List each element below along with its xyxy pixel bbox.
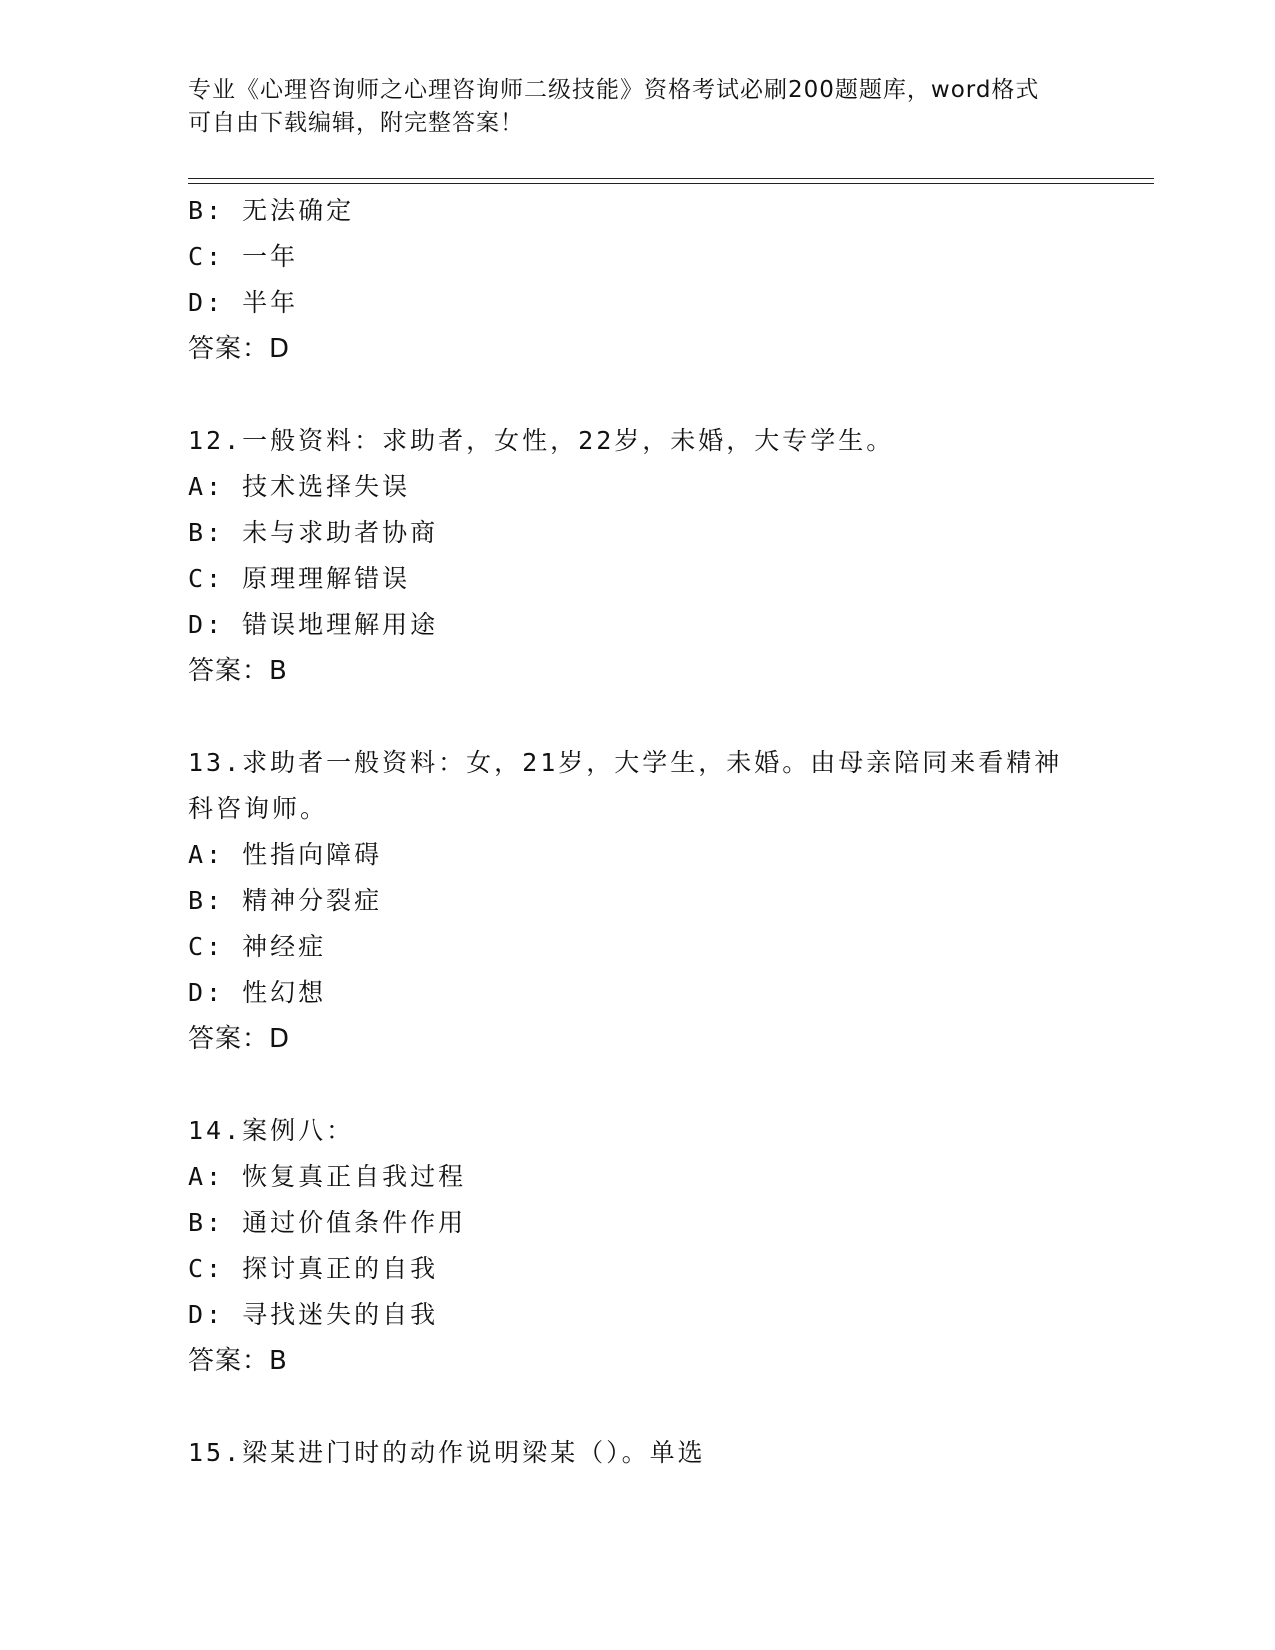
option-a: A: 技术选择失误 (188, 472, 411, 501)
answer-line: 答案：B (188, 1346, 288, 1376)
question-block-12 (188, 418, 1088, 694)
question-text-line-1: 13.求助者一般资料：女，21岁，大学生，未婚。由母亲陪同来看精神 (188, 748, 1063, 777)
answer-line: 答案：D (188, 334, 291, 364)
question-block-11 (188, 188, 1088, 372)
option-c: C: 探讨真正的自我 (188, 1254, 439, 1283)
spacer (188, 1062, 1088, 1108)
question-block-15 (188, 1430, 1088, 1476)
question-text-line-2: 科咨询师。 (188, 794, 329, 823)
spacer (188, 1384, 1088, 1430)
question-block-14 (188, 1108, 1088, 1384)
option-b: B: 通过价值条件作用 (188, 1208, 467, 1237)
answer-line: 答案：D (188, 1024, 291, 1054)
option-b: B: 未与求助者协商 (188, 518, 439, 547)
question-text: 15.梁某进门时的动作说明梁某（）。单选 (188, 1438, 706, 1467)
header-title-line-2: 可自由下载编辑，附完整答案！ (188, 110, 524, 136)
document-header (188, 74, 1088, 140)
option-a: A: 恢复真正自我过程 (188, 1162, 467, 1191)
option-b: B: 精神分裂症 (188, 886, 383, 915)
option-a: A: 性指向障碍 (188, 840, 383, 869)
question-block-13 (188, 740, 1088, 1062)
question-text: 14.案例八： (188, 1116, 355, 1145)
spacer (188, 694, 1088, 740)
option-c: C: 神经症 (188, 932, 327, 961)
option-c: C: 原理理解错误 (188, 564, 411, 593)
option-d: D: 性幻想 (188, 978, 327, 1007)
option-c: C: 一年 (188, 242, 299, 271)
option-d: D: 寻找迷失的自我 (188, 1300, 439, 1329)
answer-line: 答案：B (188, 656, 288, 686)
header-divider-top (188, 178, 1154, 179)
option-d: D: 半年 (188, 288, 299, 317)
spacer (188, 372, 1088, 418)
header-title-line-1: 专业《心理咨询师之心理咨询师二级技能》资格考试必刷200题题库，word格式 (188, 77, 1040, 103)
question-text: 12.一般资料：求助者，女性，22岁，未婚，大专学生。 (188, 426, 895, 455)
header-divider-bottom (188, 183, 1154, 184)
question-list (188, 188, 1088, 1476)
option-b: B: 无法确定 (188, 196, 355, 225)
option-d: D: 错误地理解用途 (188, 610, 439, 639)
